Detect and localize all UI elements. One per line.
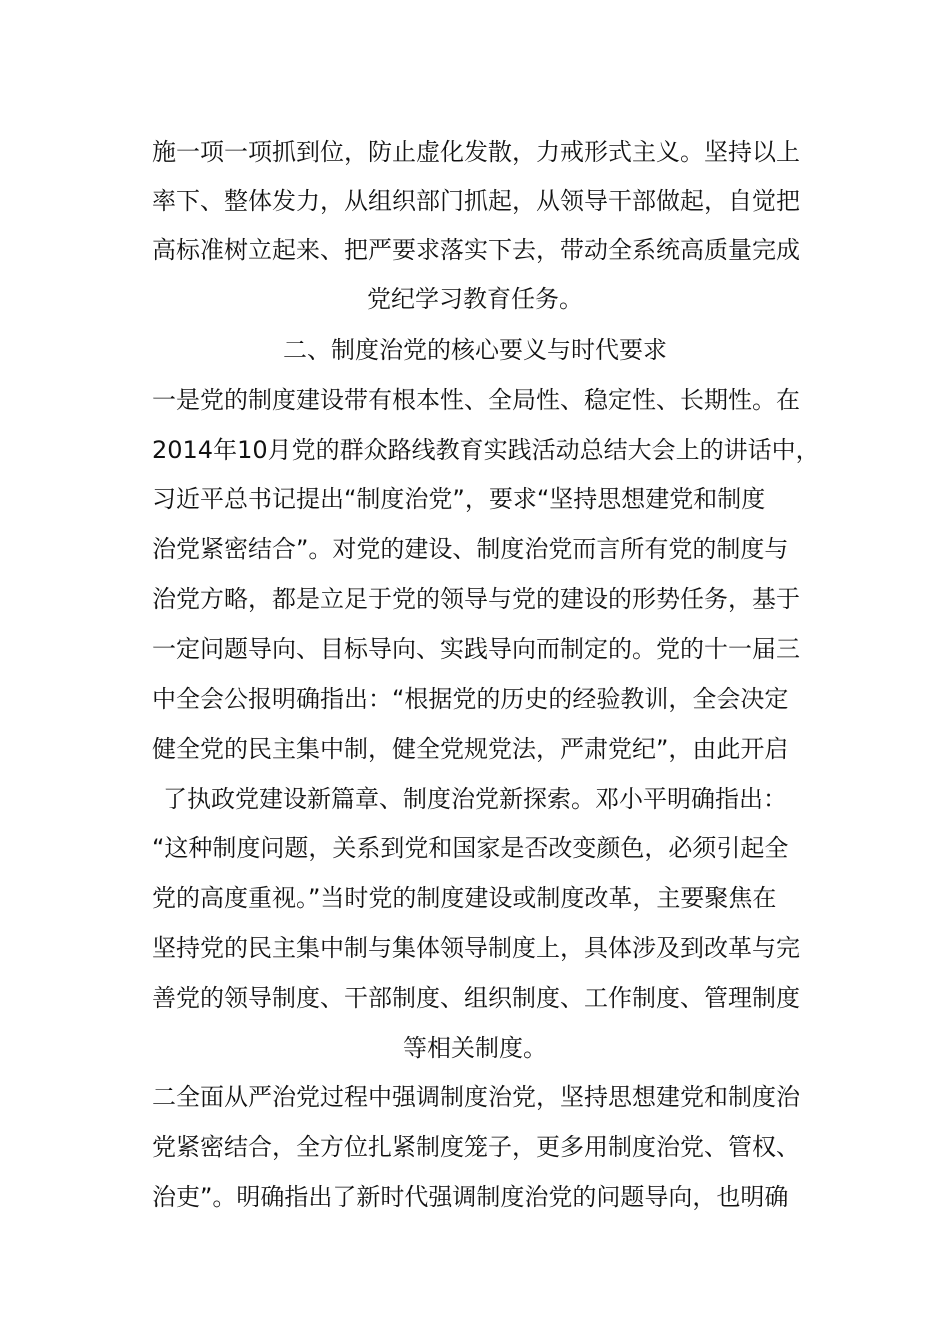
paragraph-line: 治党紧密结合”。对党的建设、制度治党而言所有党的制度与 <box>152 535 789 563</box>
paragraph-line: 坚持党的民主集中制与集体领导制度上，具体涉及到改革与完 <box>152 934 800 962</box>
paragraph-line: 健全党的民主集中制，健全党规党法，严肃党纪”，由此开启 <box>152 735 789 763</box>
paragraph-line: 施一项一项抓到位，防止虚化发散，力戒形式主义。坚持以上 <box>152 138 800 166</box>
paragraph-line: 党紧密结合，全方位扎紧制度笼子，更多用制度治党、管权、 <box>152 1133 800 1161</box>
paragraph-line-centered: 党纪学习教育任务。 <box>367 285 583 313</box>
paragraph-line: 中全会公报明确指出：“根据党的历史的经验教训，全会决定 <box>152 685 789 713</box>
paragraph-line: 一定问题导向、目标导向、实践导向而制定的。党的十一届三 <box>152 635 800 663</box>
section-heading: 二、制度治党的核心要义与时代要求 <box>283 336 667 364</box>
paragraph-line: 了执政党建设新篇章、制度治党新探索。邓小平明确指出： <box>163 785 787 813</box>
paragraph-line: 党的高度重视。”当时党的制度建设或制度改革，主要聚焦在 <box>152 884 777 912</box>
paragraph-line: 率下、整体发力，从组织部门抓起，从领导干部做起，自觉把 <box>152 187 800 215</box>
paragraph-line: 治党方略，都是立足于党的领导与党的建设的形势任务，基于 <box>152 585 800 613</box>
paragraph-line: “这种制度问题，关系到党和国家是否改变颜色，必须引起全 <box>152 834 789 862</box>
paragraph-line: 一是党的制度建设带有根本性、全局性、稳定性、长期性。在 <box>152 386 800 414</box>
paragraph-line: 善党的领导制度、干部制度、组织制度、工作制度、管理制度 <box>152 984 800 1012</box>
paragraph-line: 二全面从严治党过程中强调制度治党，坚持思想建党和制度治 <box>152 1083 800 1111</box>
paragraph-line: 治吏”。明确指出了新时代强调制度治党的问题导向，也明确 <box>152 1183 789 1211</box>
paragraph-line: 2014年10月党的群众路线教育实践活动总结大会上的讲话中， <box>152 436 820 464</box>
paragraph-line-centered: 等相关制度。 <box>403 1034 547 1062</box>
paragraph-line: 高标准树立起来、把严要求落实下去，带动全系统高质量完成 <box>152 236 800 264</box>
paragraph-line: 习近平总书记提出“制度治党”，要求“坚持思想建党和制度 <box>152 485 766 513</box>
